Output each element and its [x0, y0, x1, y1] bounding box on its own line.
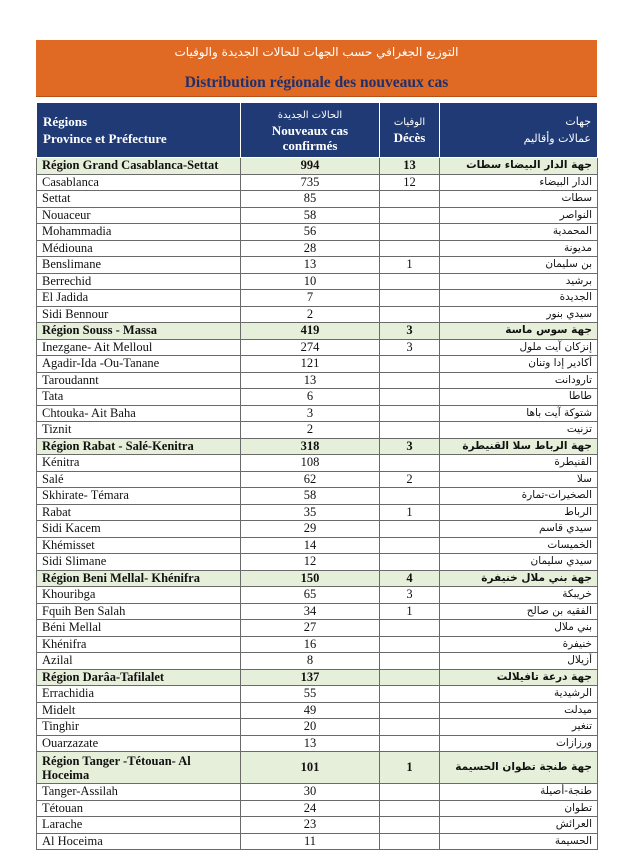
row-cases: 58 [241, 488, 380, 505]
table-row [37, 488, 598, 505]
row-name-ar: تزنيت [440, 422, 598, 439]
row-name-ar: طنجة-أصيلة [440, 784, 598, 801]
row-name: Midelt [37, 702, 241, 719]
row-name-ar: إنزكان آيت ملول [440, 339, 598, 356]
table-row [37, 455, 598, 472]
row-name: Mohammadia [37, 224, 241, 241]
row-deaths: 1 [380, 257, 440, 274]
header-regions-line1: Régions [43, 114, 88, 129]
row-cases: 20 [241, 719, 380, 736]
row-name: Kénitra [37, 455, 241, 472]
row-name: Agadir-Ida -Ou-Tanane [37, 356, 241, 373]
table-row [37, 273, 598, 290]
row-name-ar: الحسيمة [440, 833, 598, 850]
row-name: Région Rabat - Salé-Kenitra [37, 438, 241, 455]
row-deaths [380, 702, 440, 719]
row-name: Khénifra [37, 636, 241, 653]
table-row [37, 603, 598, 620]
row-name: Ouarzazate [37, 735, 241, 752]
regional-cases-table [36, 102, 598, 850]
row-deaths: 3 [380, 587, 440, 604]
table-row [37, 207, 598, 224]
row-name: Berrechid [37, 273, 241, 290]
header-deaths [380, 103, 440, 158]
row-deaths [380, 719, 440, 736]
row-name: Région Darâa-Tafilalet [37, 669, 241, 686]
title-arabic: التوزيع الجغرافي حسب الجهات للحالات الجديدة والوفيات [174, 45, 459, 59]
row-name-ar: برشيد [440, 273, 598, 290]
row-deaths: 12 [380, 174, 440, 191]
row-name-ar: ورزازات [440, 735, 598, 752]
row-deaths: 13 [380, 158, 440, 175]
row-name-ar: خنيفرة [440, 636, 598, 653]
row-cases: 16 [241, 636, 380, 653]
row-deaths [380, 389, 440, 406]
header-deaths-ar: الوفيات [393, 117, 426, 128]
row-cases: 14 [241, 537, 380, 554]
row-name: Sidi Slimane [37, 554, 241, 571]
table-row [37, 817, 598, 834]
row-name-ar: سيدي سليمان [440, 554, 598, 571]
row-name: Tanger-Assilah [37, 784, 241, 801]
table-row [37, 554, 598, 571]
header-new-cases-ar: الحالات الجديدة [277, 109, 343, 121]
table-row [37, 504, 598, 521]
row-cases: 49 [241, 702, 380, 719]
row-deaths [380, 372, 440, 389]
row-name: Tata [37, 389, 241, 406]
row-name: Salé [37, 471, 241, 488]
row-cases: 27 [241, 620, 380, 637]
row-deaths [380, 306, 440, 323]
row-name-ar: القنيطرة [440, 455, 598, 472]
row-cases: 137 [241, 669, 380, 686]
row-cases: 3 [241, 405, 380, 422]
row-name: Sidi Kacem [37, 521, 241, 538]
row-deaths [380, 207, 440, 224]
row-deaths [380, 290, 440, 307]
row-cases: 23 [241, 817, 380, 834]
region-row [37, 669, 598, 686]
row-name-ar: النواصر [440, 207, 598, 224]
row-deaths [380, 653, 440, 670]
title-french: Distribution régionale des nouveaux cas [184, 74, 449, 91]
table-row [37, 240, 598, 257]
row-name-ar: الخميسات [440, 537, 598, 554]
table-row [37, 587, 598, 604]
row-deaths: 3 [380, 339, 440, 356]
table-row [37, 702, 598, 719]
table-row [37, 191, 598, 208]
row-cases: 994 [241, 158, 380, 175]
row-name-ar: خريبكة [440, 587, 598, 604]
row-deaths [380, 488, 440, 505]
header-regions [37, 103, 241, 158]
row-cases: 11 [241, 833, 380, 850]
row-name-ar: طاطا [440, 389, 598, 406]
header-regions-ar-line2: عمالات وأقاليم [523, 132, 591, 145]
region-row [37, 438, 598, 455]
table-row [37, 620, 598, 637]
row-cases: 274 [241, 339, 380, 356]
row-deaths [380, 422, 440, 439]
table-row [37, 735, 598, 752]
row-name: Benslimane [37, 257, 241, 274]
header-regions-ar [440, 103, 598, 158]
table-row [37, 372, 598, 389]
row-deaths [380, 455, 440, 472]
table-row [37, 537, 598, 554]
region-row [37, 752, 598, 784]
row-deaths [380, 273, 440, 290]
row-cases: 2 [241, 422, 380, 439]
row-deaths: 4 [380, 570, 440, 587]
row-deaths [380, 240, 440, 257]
title-banner [36, 40, 597, 97]
row-name-ar: المحمدية [440, 224, 598, 241]
table-row [37, 521, 598, 538]
row-name-ar: جهة سوس ماسة [440, 323, 598, 340]
header-regions-ar-line1: جهات [565, 115, 591, 128]
row-name-ar: الرباط [440, 504, 598, 521]
row-name: Rabat [37, 504, 241, 521]
row-name-ar: تطوان [440, 800, 598, 817]
row-name-ar: شتوكة آيت باها [440, 405, 598, 422]
row-deaths [380, 224, 440, 241]
row-cases: 28 [241, 240, 380, 257]
row-cases: 35 [241, 504, 380, 521]
row-name-ar: جهة درعة تافيلالت [440, 669, 598, 686]
table-row [37, 719, 598, 736]
row-name-ar: سلا [440, 471, 598, 488]
table-row [37, 636, 598, 653]
row-name: Settat [37, 191, 241, 208]
row-name: Tiznit [37, 422, 241, 439]
row-cases: 13 [241, 372, 380, 389]
header-deaths-fr: Décès [393, 130, 426, 145]
row-name: Tinghir [37, 719, 241, 736]
row-cases: 34 [241, 603, 380, 620]
row-name-ar: جهة الرباط سلا القنيطرة [440, 438, 598, 455]
row-name: El Jadida [37, 290, 241, 307]
row-name: Taroudannt [37, 372, 241, 389]
row-deaths [380, 669, 440, 686]
row-name-ar: مديونة [440, 240, 598, 257]
row-name-ar: الفقيه بن صالح [440, 603, 598, 620]
row-name: Azilal [37, 653, 241, 670]
row-deaths [380, 405, 440, 422]
row-name: Larache [37, 817, 241, 834]
row-name-ar: الجديدة [440, 290, 598, 307]
table-row [37, 471, 598, 488]
header-new-cases-line2: confirmés [282, 137, 338, 153]
row-cases: 8 [241, 653, 380, 670]
row-deaths [380, 356, 440, 373]
row-name: Tétouan [37, 800, 241, 817]
row-name: Khémisset [37, 537, 241, 554]
row-name-ar: تنغير [440, 719, 598, 736]
row-deaths: 3 [380, 438, 440, 455]
row-deaths [380, 784, 440, 801]
row-cases: 735 [241, 174, 380, 191]
row-name: Région Souss - Massa [37, 323, 241, 340]
table-row [37, 306, 598, 323]
row-deaths [380, 537, 440, 554]
row-name: Fquih Ben Salah [37, 603, 241, 620]
header-new-cases-line1: Nouveaux cas [271, 122, 349, 138]
table-row [37, 653, 598, 670]
row-cases: 55 [241, 686, 380, 703]
row-deaths [380, 686, 440, 703]
row-cases: 318 [241, 438, 380, 455]
table-row [37, 356, 598, 373]
row-name-ar: جهة الدار البيضاء سطات [440, 158, 598, 175]
row-cases: 29 [241, 521, 380, 538]
table-row [37, 800, 598, 817]
row-name: Casablanca [37, 174, 241, 191]
row-name-ar: ميدلت [440, 702, 598, 719]
table-row [37, 389, 598, 406]
region-row [37, 570, 598, 587]
row-deaths [380, 636, 440, 653]
row-name: Béni Mellal [37, 620, 241, 637]
table-body [37, 158, 598, 850]
table-row [37, 833, 598, 850]
row-cases: 2 [241, 306, 380, 323]
row-name: Région Tanger -Tétouan- Al Hoceima [37, 752, 241, 784]
row-name: Médiouna [37, 240, 241, 257]
row-name: Nouaceur [37, 207, 241, 224]
table-row [37, 339, 598, 356]
row-name-ar: الرشيدية [440, 686, 598, 703]
row-name-ar: الصخيرات-تمارة [440, 488, 598, 505]
table-row [37, 224, 598, 241]
row-cases: 150 [241, 570, 380, 587]
row-cases: 10 [241, 273, 380, 290]
row-name: Chtouka- Ait Baha [37, 405, 241, 422]
row-name-ar: جهة طنجة تطوان الحسيمة [440, 752, 598, 784]
row-deaths [380, 191, 440, 208]
row-name-ar: سيدي بنور [440, 306, 598, 323]
header-new-cases [241, 103, 380, 158]
row-name: Errachidia [37, 686, 241, 703]
row-cases: 12 [241, 554, 380, 571]
row-cases: 24 [241, 800, 380, 817]
table-row [37, 290, 598, 307]
row-cases: 13 [241, 257, 380, 274]
row-deaths [380, 521, 440, 538]
row-deaths [380, 554, 440, 571]
row-cases: 101 [241, 752, 380, 784]
table-row [37, 405, 598, 422]
row-deaths: 1 [380, 752, 440, 784]
table-header [37, 103, 598, 158]
row-deaths [380, 833, 440, 850]
row-name-ar: بني ملال [440, 620, 598, 637]
row-name-ar: بن سليمان [440, 257, 598, 274]
row-deaths [380, 817, 440, 834]
header-regions-line2: Province et Préfecture [43, 131, 167, 146]
row-name-ar: العرائش [440, 817, 598, 834]
row-deaths [380, 735, 440, 752]
table-row [37, 257, 598, 274]
row-name-ar: الدار البيضاء [440, 174, 598, 191]
row-cases: 30 [241, 784, 380, 801]
row-cases: 62 [241, 471, 380, 488]
row-cases: 121 [241, 356, 380, 373]
table-row [37, 422, 598, 439]
row-cases: 58 [241, 207, 380, 224]
region-row [37, 158, 598, 175]
row-name-ar: سطات [440, 191, 598, 208]
row-cases: 65 [241, 587, 380, 604]
row-cases: 108 [241, 455, 380, 472]
row-cases: 85 [241, 191, 380, 208]
table-row [37, 686, 598, 703]
row-name-ar: سيدي قاسم [440, 521, 598, 538]
row-name: Région Grand Casablanca-Settat [37, 158, 241, 175]
row-deaths [380, 620, 440, 637]
row-cases: 7 [241, 290, 380, 307]
row-name: Inezgane- Ait Melloul [37, 339, 241, 356]
row-name: Khouribga [37, 587, 241, 604]
row-name-ar: أكادير إدا وتنان [440, 356, 598, 373]
row-name: Al Hoceima [37, 833, 241, 850]
region-row [37, 323, 598, 340]
row-name-ar: أزيلال [440, 653, 598, 670]
row-name-ar: تارودانت [440, 372, 598, 389]
table-row [37, 174, 598, 191]
row-deaths [380, 800, 440, 817]
row-deaths: 1 [380, 603, 440, 620]
row-deaths: 3 [380, 323, 440, 340]
row-deaths: 2 [380, 471, 440, 488]
row-name: Skhirate- Témara [37, 488, 241, 505]
row-name: Sidi Bennour [37, 306, 241, 323]
row-name-ar: جهة بني ملال خنيفرة [440, 570, 598, 587]
row-cases: 56 [241, 224, 380, 241]
row-cases: 6 [241, 389, 380, 406]
row-cases: 419 [241, 323, 380, 340]
row-name: Région Beni Mellal- Khénifra [37, 570, 241, 587]
table-row [37, 784, 598, 801]
row-cases: 13 [241, 735, 380, 752]
row-deaths: 1 [380, 504, 440, 521]
